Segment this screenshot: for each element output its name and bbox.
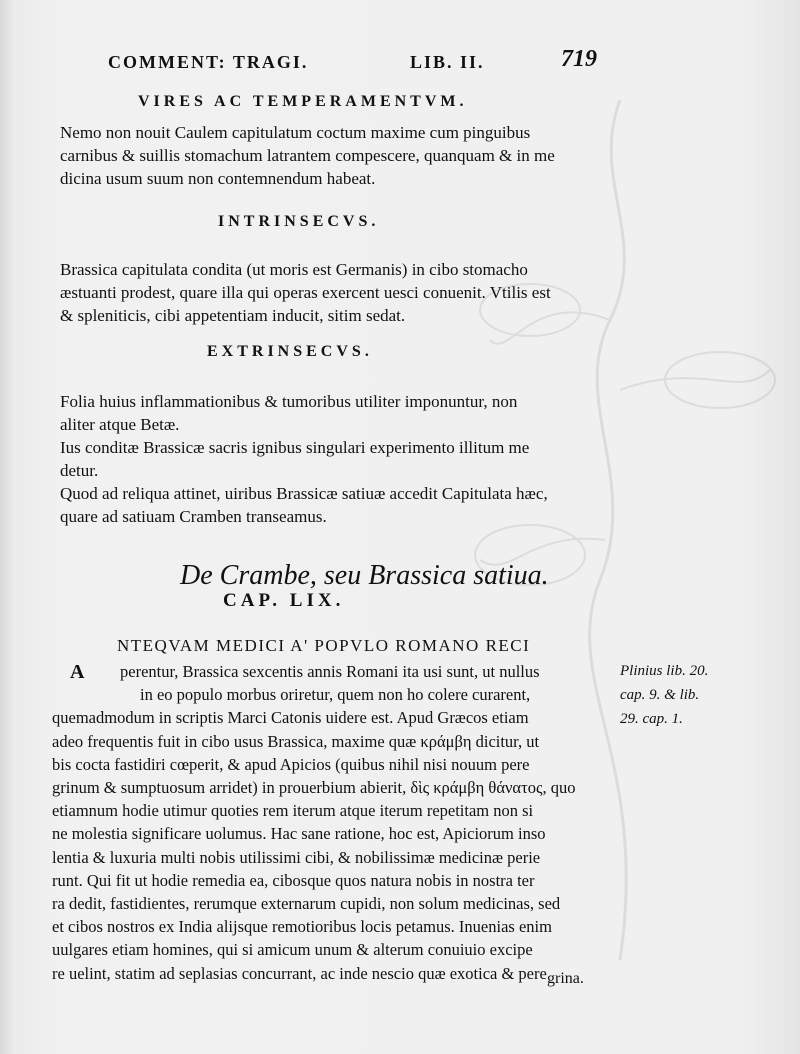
text-line: carnibus & suillis stomachum latrantem compescere, quanquam & in me [60,146,555,165]
text-line: grinum & sumptuosum arridet) in prouerbium abierit, δὶς κράμβη θάνατος, quo [52,778,576,798]
section-paragraph-extrinsecus [60,390,548,528]
text-line: re uelint, statim ad seplasias concurrant, ac inde nescio quæ exotica & pere [52,963,547,983]
text-line: etiamnum hodie utimur quoties rem iterum atque iterum repetitam non si [52,801,534,821]
text-line: perentur, Brassica sexcentis annis Romani ita usi sunt, ut nullus [120,662,540,681]
catchword: grina. [547,970,584,987]
text-line: et cibos nostros ex India alijsque remotioribus locis petamus. Inuenias enim [52,917,552,937]
text-line: Folia huius inflammationibus & tumoribus utiliter imponuntur, non [60,392,518,411]
margin-note-line: cap. 9. & lib. [620,687,700,703]
text-line: adeo frequentis fuit in cibo usus Brassica, maxime quæ κράμβη dicitur, ut [52,731,540,751]
text-line: runt. Qui fit ut hodie remedia ea, cibosque quos natura nobis in nostra ter [52,870,535,890]
section-paragraph-intrinsecus [60,258,551,327]
text-line: bis cocta fastidiri cœperit, & apud Apicios (quibus nihil nisi nouum pere [52,754,530,774]
text-line: detur. [60,461,99,480]
margin-note-line: 29. cap. 1. [620,711,683,727]
text-line: Nemo non nouit Caulem capitulatum coctum maxime cum pinguibus [60,123,531,142]
section-title-vires: VIRES AC TEMPERAMENTVM. [138,93,468,110]
text-line: uulgares etiam homines, qui si amicum unum & alterum conuiuio excipe [52,940,533,960]
section-title-intrinsecus: INTRINSECVS. [218,213,380,230]
text-line: dicina usum suum non contemnendum habeat. [60,169,376,188]
margin-note [620,659,708,731]
chapter-opening-line: NTEQVAM MEDICI A' POPVLO ROMANO RECI [117,636,531,655]
chapter-number: CAP. LIX. [223,590,345,611]
section-paragraph-vires [60,121,555,190]
text-line: & spleniticis, cibi appetentiam inducit, sitim sedat. [60,306,406,325]
text-line: aliter atque Betæ. [60,415,180,434]
chapter-body [52,660,616,985]
header-book: LIB. II. [410,52,485,72]
text-line: ne molestia significare uolumus. Hac sane ratione, hoc est, Apiciorum inso [52,824,546,844]
text-line: Brassica capitulata condita (ut moris est Germanis) in cibo stomacho [60,260,528,279]
section-title-extrinsecus: EXTRINSECVS. [207,343,373,360]
text-line: in eo populo morbus oriretur, quem non ho colere curarent, [140,685,531,705]
text-line: Quod ad reliqua attinet, uiribus Brassicæ satiuæ accedit Capitulata hæc, [60,484,548,503]
text-line: Ius conditæ Brassicæ sacris ignibus singulari experimento illitum me [60,438,530,457]
text-line: quemadmodum in scriptis Marci Catonis uidere est. Apud Græcos etiam [52,708,529,728]
text-line: quare ad satiuam Cramben transeamus. [60,507,327,526]
margin-note-line: Plinius lib. 20. [620,663,709,679]
header-left: COMMENT: TRAGI. [108,52,309,72]
text-line: lentia & luxuria multi nobis utilissimi cibi, & nobilissimæ medicinæ perie [52,847,541,867]
initial-letter: A [70,661,85,683]
text-line: ra dedit, fastidientes, rerumque externarum cupidi, non solum medicinas, sed [52,894,561,914]
page-number: 719 [561,46,597,72]
chapter-title: De Crambe, seu Brassica satiua. [180,560,549,591]
text-line: æstuanti prodest, quare illa qui operas exercent uesci conuenit. Vtilis est [60,283,551,302]
